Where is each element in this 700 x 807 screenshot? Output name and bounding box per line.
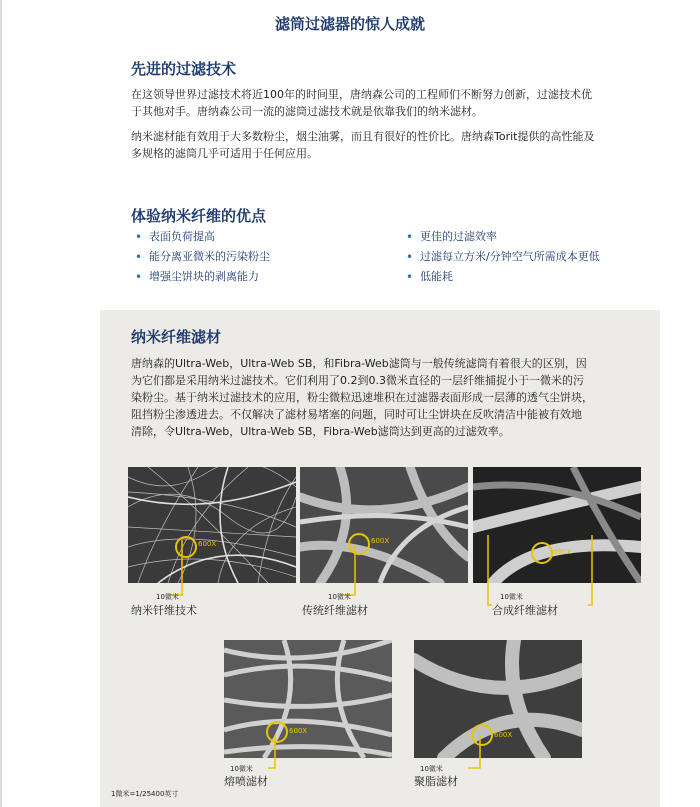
page-title: 滤筒过滤器的惊人成就 bbox=[274, 15, 425, 33]
paragraph-line: 在这领导世界过滤技术将近100年的时间里，唐纳森公司的工程师们不断努力创新，过滤技术优 bbox=[131, 88, 592, 101]
paragraph-nano-media bbox=[131, 128, 631, 162]
magnification-label: 600X bbox=[289, 727, 308, 735]
paragraph-line: 于其他对手。唐纳森公司一流的滤筒过滤技术就是依靠我们的纳米滤材。 bbox=[131, 105, 483, 118]
magnification-label: 600X bbox=[371, 537, 390, 545]
list-item: • 增强尘饼块的剥离能力 bbox=[131, 267, 391, 287]
scale-label: 10微米 bbox=[500, 593, 523, 601]
paragraph-line: 染粉尘。基于纳米过滤技术的应用，粉尘微粒迅速堆积在过滤器表面形成一层薄的透气尘饼块， bbox=[131, 391, 593, 404]
magnification-label: 600X bbox=[494, 731, 513, 739]
paragraph-line: 清除，令Ultra-Web，Ultra-Web SB，Fibra-Web滤筒达到更高的过滤效率。 bbox=[131, 425, 510, 438]
paragraph-line: 唐纳森的Ultra-Web，Ultra-Web SB，和Fibra-Web滤筒与一般传统滤筒有着很大的区别，因 bbox=[131, 357, 587, 370]
list-item: • 表面负荷提高 bbox=[131, 227, 391, 247]
caption-conventional: 传统纤维滤材 bbox=[302, 604, 368, 617]
paragraph-line: 纳米滤材能有效用于大多数粉尘，烟尘油雾，而且有很好的性价比。唐纳森Torit提供的高性能及 bbox=[131, 130, 595, 143]
caption-synthetic: 合成纤维滤材 bbox=[492, 604, 558, 617]
scale-label: 10微米 bbox=[328, 593, 351, 601]
section-heading-advanced-tech: 先进的过滤技术 bbox=[131, 60, 237, 78]
left-edge-bar bbox=[0, 0, 2, 807]
scale-label: 10微米 bbox=[156, 593, 179, 601]
scale-label: 10微米 bbox=[230, 765, 253, 773]
list-item: • 低能耗 bbox=[402, 267, 672, 287]
paragraph-intro bbox=[131, 86, 631, 120]
list-item: • 更佳的过滤效率 bbox=[402, 227, 672, 247]
scale-label: 10微米 bbox=[420, 765, 443, 773]
paragraph-line: 为它们都是采用纳米过滤技术。它们利用了0.2到0.3微米直径的一层纤维捕捉小于一微米的污 bbox=[131, 374, 584, 387]
paragraph-nanofiber bbox=[131, 355, 636, 440]
list-item: • 过滤每立方米/分钟空气所需成本更低 bbox=[402, 247, 672, 267]
magnification-label: 600X bbox=[553, 548, 572, 556]
section-heading-nanofiber: 纳米纤维滤材 bbox=[131, 328, 222, 346]
list-item: • 能分离亚微米的污染粉尘 bbox=[131, 247, 391, 267]
caption-polyester: 聚脂滤材 bbox=[414, 775, 458, 788]
benefits-list-left bbox=[131, 227, 391, 287]
benefits-list-right bbox=[402, 227, 672, 287]
section-heading-benefits: 体验纳米纤维的优点 bbox=[131, 207, 267, 225]
paragraph-line: 阻挡粉尘渗透进去。不仅解决了滤材易堵塞的问题，同时可让尘饼块在反吹清洁中能被有效地 bbox=[131, 408, 582, 421]
caption-meltblown: 熔喷滤材 bbox=[224, 775, 268, 788]
magnification-label: 600X bbox=[198, 540, 217, 548]
caption-nanofiber: 纳米钎维技术 bbox=[131, 604, 197, 617]
footnote: 1微米=1/25400英寸 bbox=[111, 790, 179, 798]
paragraph-line: 多规格的滤筒几乎可适用于任何应用。 bbox=[131, 147, 318, 160]
